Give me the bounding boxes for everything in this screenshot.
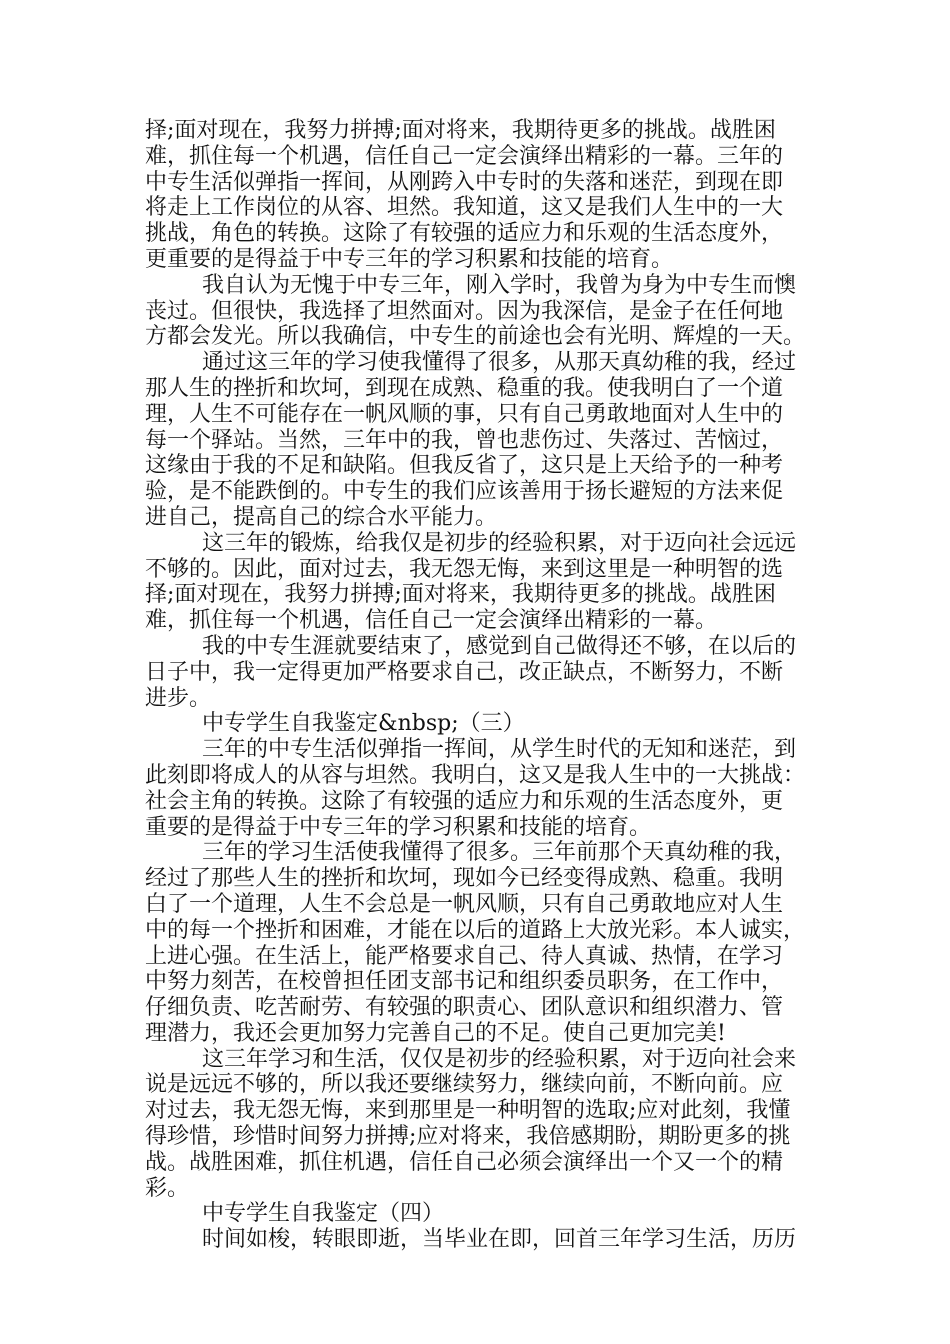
section-heading-text: 中专学生自我鉴定（四） xyxy=(202,1201,445,1227)
paragraph xyxy=(145,840,817,1046)
text-line: 仔细负责、吃苦耐劳、有较强的职责心、团队意识和组织潜力、管 xyxy=(145,995,784,1021)
text-line: 重要的是得益于中专三年的学习积累和技能的培育。 xyxy=(145,814,652,840)
text-line: 挑战，角色的转换。这除了有较强的适应力和乐观的生活态度外， xyxy=(145,221,784,247)
text-line: 中专生活似弹指一挥间，从刚跨入中专时的失落和迷茫，到现在即 xyxy=(145,169,784,195)
text-line: 经过了那些人生的挫折和坎坷，现如今已经变得成熟、稳重。我明 xyxy=(145,866,784,892)
text-line: 难，抓住每一个机遇，信任自己一定会演绎出精彩的一幕。 xyxy=(145,608,718,634)
paragraph xyxy=(145,118,817,273)
text-line: 这三年的锻炼，给我仅是初步的经验积累，对于迈向社会远远 xyxy=(202,530,797,556)
text-line: 战。战胜困难，抓住机遇，信任自己必须会演绎出一个又一个的精 xyxy=(145,1149,784,1175)
text-line: 时间如梭，转眼即逝，当毕业在即，回首三年学习生活，历历 xyxy=(202,1227,797,1253)
text-line: 三年的中专生活似弹指一挥间，从学生时代的无知和迷茫，到 xyxy=(202,737,797,763)
text-line: 社会主角的转换。这除了有较强的适应力和乐观的生活态度外，更 xyxy=(145,788,784,814)
text-line: 三年的学习生活使我懂得了很多。三年前那个天真幼稚的我， xyxy=(202,840,797,866)
text-line: 丧过。但很快，我选择了坦然面对。因为我深信，是金子在任何地 xyxy=(145,298,784,324)
text-line: 中的每一个挫折和困难，才能在以后的道路上大放光彩。本人诚实， xyxy=(145,917,806,943)
text-line: 每一个驿站。当然，三年中的我，曾也悲伤过、失落过、苦恼过， xyxy=(145,427,784,453)
text-line: 白了一个道理，人生不会总是一帆风顺，只有自己勇敢地应对人生 xyxy=(145,891,784,917)
text-line: 上进心强。在生活上，能严格要求自己、待人真诚、热情，在学习 xyxy=(145,943,784,969)
text-line: 择;面对现在，我努力拼搏;面对将来，我期待更多的挑战。战胜困 xyxy=(145,118,776,143)
text-line: 不够的。因此，面对过去，我无怨无悔，来到这里是一种明智的选 xyxy=(145,556,784,582)
text-line: 理，人生不可能存在一帆风顺的事，只有自己勇敢地面对人生中的 xyxy=(145,401,784,427)
text-line: 说是远远不够的，所以我还要继续努力，继续向前，不断向前。应 xyxy=(145,1072,784,1098)
text-line: 彩。 xyxy=(145,1175,190,1201)
section-heading xyxy=(145,1201,817,1227)
text-line: 那人生的挫折和坎坷，到现在成熟、稳重的我。使我明白了一个道 xyxy=(145,375,784,401)
paragraph xyxy=(145,350,817,531)
text-line: 这三年学习和生活，仅仅是初步的经验积累，对于迈向社会来 xyxy=(202,1046,797,1072)
paragraph xyxy=(145,634,817,711)
text-line: 进自己，提高自己的综合水平能力。 xyxy=(145,504,498,530)
section-heading-text: 中专学生自我鉴定&nbsp;（三） xyxy=(202,711,525,737)
text-line: 通过这三年的学习使我懂得了很多，从那天真幼稚的我，经过 xyxy=(202,350,797,376)
document-page xyxy=(145,118,817,1253)
text-line: 这缘由于我的不足和缺陷。但我反省了，这只是上天给予的一种考 xyxy=(145,453,784,479)
paragraph xyxy=(145,737,817,840)
text-line: 对过去，我无怨无悔，来到那里是一种明智的选取;应对此刻，我懂 xyxy=(145,1098,791,1124)
text-line: 更重要的是得益于中专三年的学习积累和技能的培育。 xyxy=(145,246,674,272)
text-line: 择;面对现在，我努力拼搏;面对将来，我期待更多的挑战。战胜困 xyxy=(145,582,776,608)
section-heading xyxy=(145,711,817,737)
paragraph xyxy=(145,1227,817,1253)
text-line: 将走上工作岗位的从容、坦然。我知道，这又是我们人生中的一大 xyxy=(145,195,784,221)
text-line: 此刻即将成人的从容与坦然。我明白，这又是我人生中的一大挑战： xyxy=(145,762,806,788)
paragraph xyxy=(145,273,817,350)
paragraph xyxy=(145,1047,817,1202)
text-line: 验，是不能跌倒的。中专生的我们应该善用于扬长避短的方法来促 xyxy=(145,479,784,505)
text-line: 理潜力，我还会更加努力完善自己的不足。使自己更加完美! xyxy=(145,1020,726,1046)
text-line: 得珍惜，珍惜时间努力拼搏;应对将来，我倍感期盼，期盼更多的挑 xyxy=(145,1124,791,1150)
text-line: 难，抓住每一个机遇，信任自己一定会演绎出精彩的一幕。三年的 xyxy=(145,143,784,169)
text-line: 我自认为无愧于中专三年，刚入学时，我曾为身为中专生而懊 xyxy=(202,272,797,298)
paragraph xyxy=(145,531,817,634)
text-line: 进步。 xyxy=(145,685,212,711)
text-line: 日子中，我一定得更加严格要求自己，改正缺点，不断努力，不断 xyxy=(145,659,784,685)
text-line: 方都会发光。所以我确信，中专生的前途也会有光明、辉煌的一天。 xyxy=(145,324,806,350)
text-line: 我的中专生涯就要结束了，感觉到自己做得还不够，在以后的 xyxy=(202,633,797,659)
text-line: 中努力刻苦，在校曾担任团支部书记和组织委员职务，在工作中， xyxy=(145,969,784,995)
